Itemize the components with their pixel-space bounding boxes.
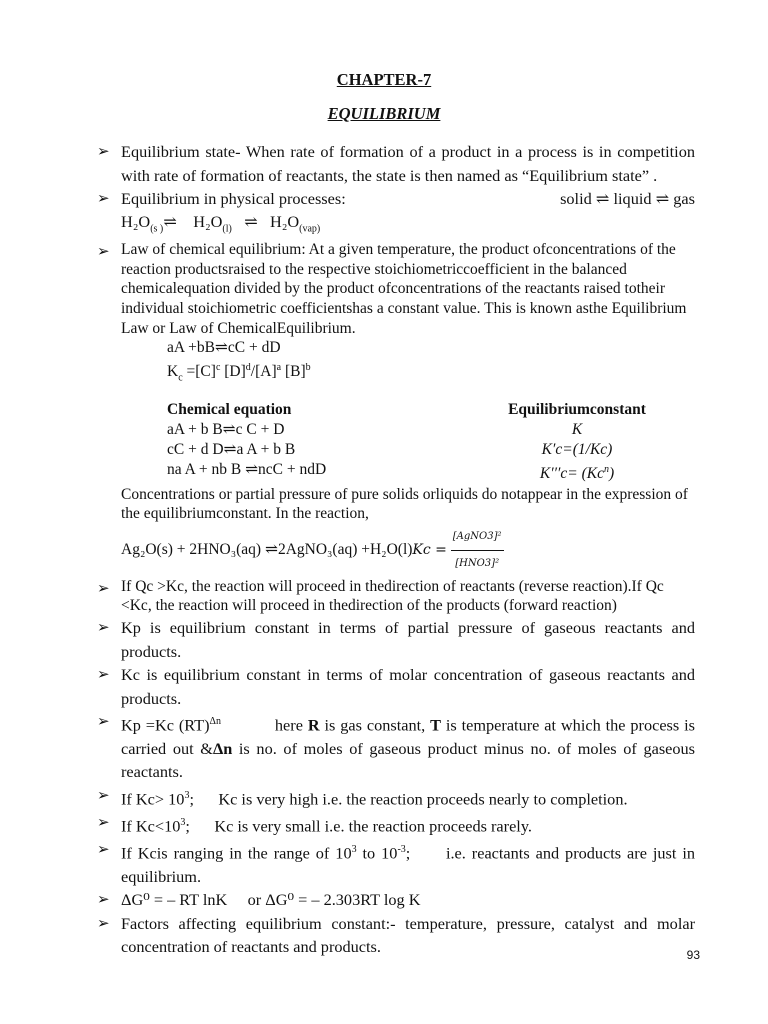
water-phase-equation: $H_2O_{(s )}\rightleftharpoons$ $H_2O_{(l)}$ ⇌ $H_2O_{(vap)}$: [121, 212, 321, 235]
arrow-bullet-icon: ➢: [97, 915, 110, 932]
arrow-bullet-icon: ➢: [97, 892, 110, 909]
bullet-physical-processes: ➢ Equilibrium in physical processes: solid ⇌ liquid ⇌ gas $H_2O_{(s )}\rightleftharpoons$ $H_2O_{(l)}$ ⇌ $H_2O_{(vap)}$: [97, 187, 695, 240]
general-reaction: aA +bB⇌cC + dD: [167, 339, 281, 357]
page-number: 93: [686, 948, 700, 962]
arrow-bullet-icon: ➢: [97, 814, 110, 831]
bullet-qc-kc: ➢ If Qc >Kc, the reaction will proceed in thedirection of reactants (reverse reaction).If Qc <Kc, the reaction will proceed in thedirection of the products (forward reaction): [97, 577, 664, 615]
content-body: [97, 140, 700, 959]
arrow-bullet-icon: ➢: [97, 620, 110, 636]
equilibrium-constant-table: [167, 400, 695, 484]
arrow-bullet-icon: ➢: [97, 787, 110, 804]
bullet-kc-definition: ➢ Kc is equilibrium constant in terms of molar concentration of gaseous reactants and products.: [97, 665, 695, 708]
arrow-bullet-icon: ➢: [97, 841, 110, 858]
arrow-bullet-icon: ➢: [97, 244, 110, 261]
bullet-factors: ➢ Factors affecting equilibrium constant:- temperature, pressure, catalyst and molar concentration of reactants and products.: [97, 913, 695, 957]
arrow-bullet-icon: ➢: [97, 580, 110, 597]
bullet-equilibrium-state: ➢ Equilibrium state- When rate of formation of a product in a process is in competition with rate of formation of reactants, the state is then named as “Equilibrium state” .: [97, 142, 695, 185]
kc-expression: $K_c =[C]^c$ $[D]^d/[A]^a$ $[B]^b$: [167, 362, 311, 384]
kc-fraction: $\frac{\text{[AgNO3]²}}{\text{[HNO3]²}}$: [451, 524, 504, 577]
pure-solids-note: Concentrations or partial pressure of pure solids orliquids do notappear in the expression of the equilibriumconstant. In the reaction,: [121, 485, 688, 523]
bullet-kc-low: ➢ If $Kc<10^3$; Kc is very small i.e. the reaction proceeds rarely.: [97, 811, 695, 838]
arrow-bullet-icon: ➢: [97, 191, 110, 207]
bullet-kc-range: ➢ If Kcis ranging in the range of $10^3$ to $10^{-3}$; i.e. reactants and products are just in equilibrium.: [97, 838, 695, 888]
arrow-bullet-icon: ➢: [97, 144, 110, 160]
bullet-law-chemical-equilibrium: ➢ Law of chemical equilibrium: At a given temperature, the product ofconcentrations of the reaction productsraised to the respective stoichiometriccoefficient in the balanced chemicalequation divided by the product ofconcentrations of the reactants raised totheir individual stoichiometric coefficientshas a constant value. This is known asthe Equilibrium Law or Law of ChemicalEquilibrium.: [97, 241, 687, 337]
arrow-bullet-icon: ➢: [97, 667, 110, 683]
bullet-kc-high: ➢ If $Kc> 10^3$; Kc is very high i.e. the reaction proceeds nearly to completion.: [97, 784, 695, 811]
chapter-heading: CHAPTER-7: [336, 70, 432, 89]
arrow-bullet-icon: ➢: [97, 714, 110, 730]
page-title: EQUILIBRIUM: [327, 104, 441, 123]
bullet-kp-kc-relation: ➢ Kp =Kc (RT)$^{\Delta n}$ here R is gas constant, T is temperature at which the process is carried out &Δn is no. of moles of gaseous product minus no. of moles of gaseous reactants.: [97, 710, 695, 784]
table-row: aA + b B⇌c C + D K: [167, 421, 583, 439]
bullet-kp-definition: ➢ Kp is equilibrium constant in terms of partial pressure of gaseous reactants and products.: [97, 618, 695, 661]
bullet-gibbs-relation: ➢ ΔG⁰ = – RT lnK or ΔG⁰ = – 2.303RT log K: [97, 888, 695, 912]
silver-nitrate-reaction: Ag₂O(s) + 2HNO₃(aq) ⇌2AgNO₃(aq) +H₂O(l)Kc = $\frac{\text{[AgNO3]²}}{\text{[HNO3]²}}$: [97, 524, 695, 577]
table-header-row: Chemical equation Equilibriumconstant: [167, 401, 646, 419]
table-row: na A + nb B ⇌ncC + ndD $K'''c= (Kc^n)$: [167, 461, 615, 483]
table-row: cC + d D⇌a A + b B K′c=(1/Kc): [167, 441, 613, 459]
